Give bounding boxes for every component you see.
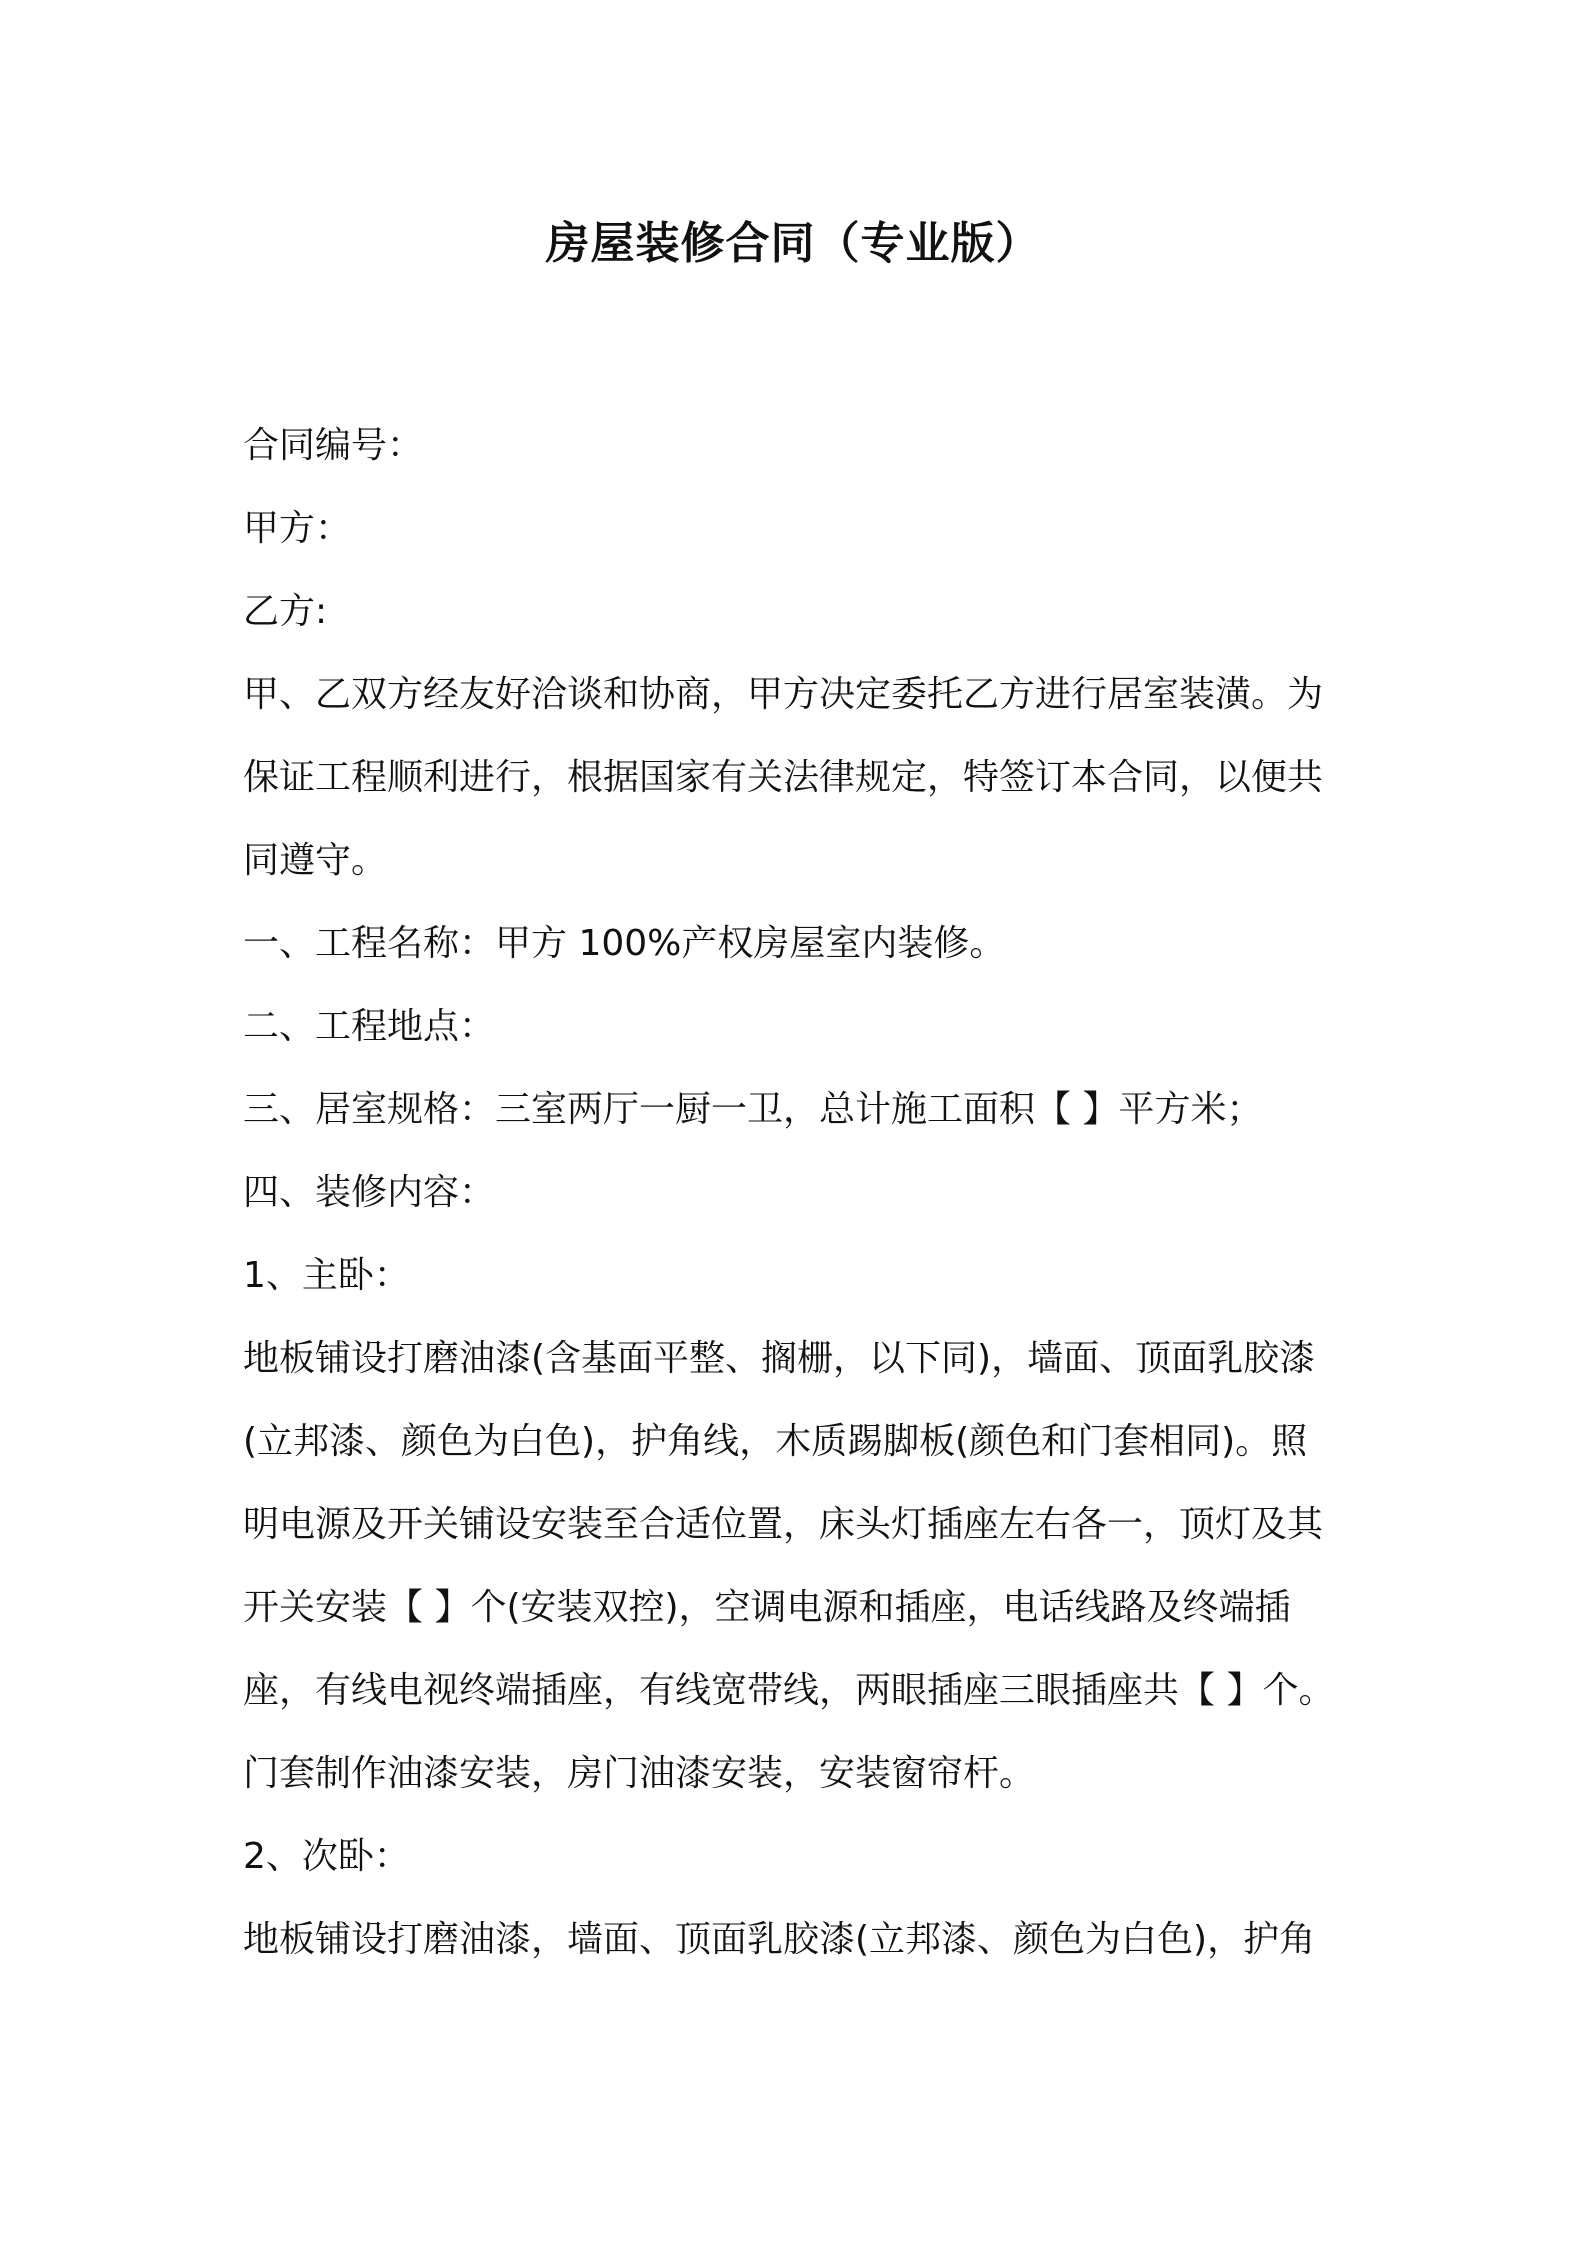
master-bedroom-line-2: (立邦漆、颜色为白色)，护角线，木质踢脚板(颜色和门套相同)。照 [243,1421,1308,1462]
second-bedroom-heading: 2、次卧： [243,1836,410,1877]
party-b-line: 乙方: [243,591,328,632]
project-name-line: 一、工程名称：甲方 100%产权房屋室内装修。 [243,923,1006,964]
preamble-line-1: 甲、乙双方经友好洽谈和协商，甲方决定委托乙方进行居室装潢。为 [243,674,1324,715]
second-bedroom-line-1: 地板铺设打磨油漆，墙面、顶面乳胶漆(立邦漆、颜色为白色)，护角 [243,1919,1316,1960]
document-title: 房屋装修合同（专业版） [545,218,1041,269]
renovation-content-heading: 四、装修内容： [243,1172,496,1213]
contract-number-line: 合同编号： [243,425,424,466]
master-bedroom-line-5: 座，有线电视终端插座，有线宽带线，两眼插座三眼插座共【 】个。 [243,1670,1335,1711]
document-body [243,404,1383,1981]
preamble-line-3: 同遵守。 [243,840,388,881]
master-bedroom-line-6: 门套制作油漆安装，房门油漆安装，安装窗帘杆。 [243,1753,1036,1794]
master-bedroom-line-1: 地板铺设打磨油漆(含基面平整、搁栅，以下同)，墙面、顶面乳胶漆 [243,1338,1316,1379]
party-a-line: 甲方： [243,508,352,549]
project-location-line: 二、工程地点： [243,1006,496,1047]
master-bedroom-heading: 1、主卧： [243,1255,410,1296]
master-bedroom-line-3: 明电源及开关铺设安装至合适位置，床头灯插座左右各一，顶灯及其 [243,1504,1324,1545]
preamble-line-2: 保证工程顺利进行，根据国家有关法律规定，特签订本合同，以便共 [243,757,1324,798]
master-bedroom-line-4: 开关安装【 】个(安装双控)，空调电源和插座，电话线路及终端插 [243,1587,1291,1628]
room-spec-line: 三、居室规格：三室两厅一厨一卫，总计施工面积【 】平方米； [243,1089,1263,1130]
